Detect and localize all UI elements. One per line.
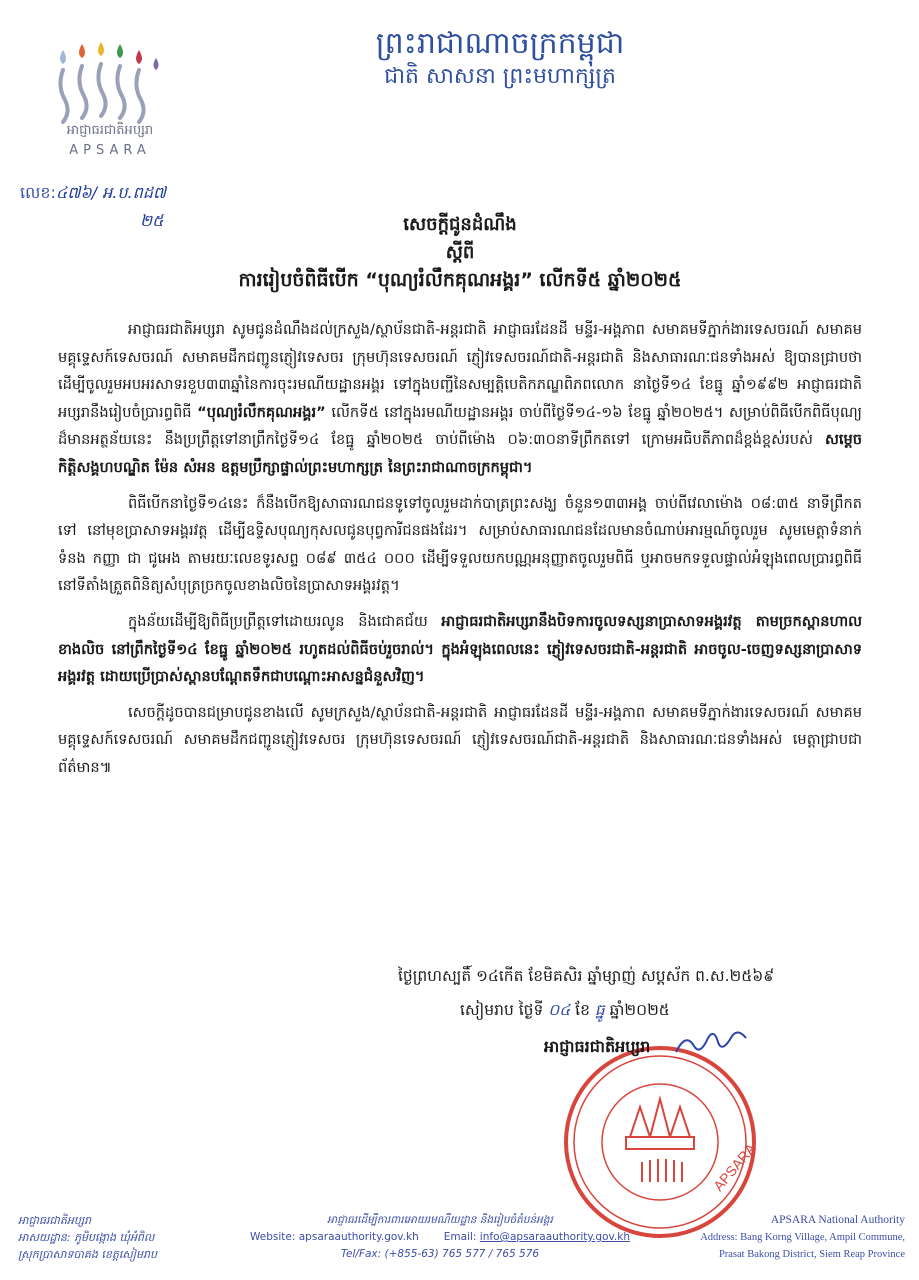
- seal-temple-icon: [626, 1099, 694, 1182]
- reference-number: [20, 182, 166, 206]
- reference-sub: ២៥: [140, 211, 164, 230]
- national-motto: ជាតិ សាសនា ព្រះមហាក្សត្រ: [384, 64, 616, 89]
- email-link[interactable]: info@apsaraauthority.gov.kh: [479, 1231, 630, 1243]
- logo-name-km: អាជ្ញាធរជាតិអប្សរា: [66, 123, 154, 138]
- date-month: ធ្នូ: [594, 1001, 605, 1019]
- reference-prefix: លេខ:: [20, 183, 56, 202]
- footer-khmer-address: អាជ្ញាធរជាតិអប្សរា អាសយដ្ឋាន: ភូមិបង្កោង ឃុំអំពិល ស្រុកប្រាសាទបាគង ខេត្តសៀមរាប: [18, 1214, 158, 1261]
- paragraph-4: សេចក្តីដូចបានជម្រាបជូនខាងលើ សូមក្រសួង/ស្ថាប័នជាតិ-អន្តរជាតិ អាជ្ញាធរដែនដី មន្ទីរ-អង្គភាព សមាគមទីភ្នាក់ងារទេសចរណ៍ សមាគមមគ្គុទ្ទេសក៍ទេសចរណ៍ សមាគមដឹកជញ្ជូនភ្ញៀវទេសចរ ក្រុមហ៊ុនទេសចរណ៍ ភ្ញៀវទេសចរណ៍ជាតិ-អន្តរជាតិ និងសាធារណៈជនទាំងអស់ មេត្តាជ្រាបជាព័ត៌មាន៕: [58, 703, 862, 776]
- solar-date: សៀមរាប ថ្ងៃទី ០៤ ខែ ធ្នូ ឆ្នាំ២០២៥: [460, 1001, 670, 1019]
- lunar-date: ថ្ងៃព្រហស្បតិ៍ ១៤កើត ខែមិគសិរ ឆ្នាំម្សាញ់ សប្តស័ក ព.ស.២៥៦៩: [398, 967, 775, 985]
- handwritten-signature: [672, 1030, 752, 1060]
- website-link[interactable]: apsaraauthority.gov.kh: [298, 1231, 419, 1243]
- footer-contact: អាជ្ញាធរដើម្បីការពារអោយរមណីយដ្ឋាន និងរៀបចំតំបន់អង្គរ Website: apsaraauthority.gov.kh Email: info@apsaraauthority.gov.kh Tel/Fax: (+855-63) 765 577 / 765 576: [250, 1212, 630, 1263]
- logo-flames: [60, 42, 159, 70]
- logo-dancers: [60, 64, 143, 122]
- date-day: ០៤: [548, 1001, 571, 1019]
- footer-mid-title: អាជ្ញាធរដើម្បីការពារអោយរមណីយដ្ឋាន និងរៀបចំតំបន់អង្គរ: [327, 1214, 553, 1226]
- footer-english-address: APSARA National Authority Address: Bang Korng Village, Ampil Commune, Prasat Bakong District, Siem Reap Province: [700, 1214, 905, 1260]
- seal-text: APSARA: [710, 1140, 759, 1194]
- document-body: [58, 316, 862, 790]
- document-subject-label: ស្តីពី: [445, 242, 475, 263]
- paragraph-2: ពិធីបើកនាថ្ងៃទី១៤នេះ ក៏នឹងបើកឱ្យសាធារណជនទូទៅចូលរួមដាក់បាត្រព្រះសង្ឃ ចំនួន១៣៣អង្គ ចាប់ពីវេលាម៉ោង ០៨:៣៥ នាទីព្រឹកតទៅ នៅមុខប្រាសាទអង្គរវត្ត ដើម្បីឧទ្ទិសបុណ្យកុសលជូនបុព្វការីជនផងដែរ។ សម្រាប់សាធារណជនដែលមានចំណាប់អារម្មណ៍ចូលរួម សូមមេត្តាទំនាក់ទំនង កញ្ញា ជា ជូអេង តាមរយៈលេខទូរសព្ទ ០៨៩ ៣៥៤ ០០០ ដើម្បីទទួលយកបណ្ណអនុញ្ញាតចូលរួមពិធី ឬអាចមកទទួលផ្ទាល់អំឡុងពេលប្រារព្ធពិធី នៅទីតាំងត្រួតពិនិត្យសំបុត្រច្រកចូលខាងលិចនៃប្រាសាទអង្គរវត្ត។: [58, 494, 862, 595]
- logo-name-en: APSARA: [69, 143, 151, 158]
- reference-value: ៤៧៦/ អ.ប.ពដ៧: [55, 183, 167, 202]
- paragraph-3: ក្នុងន័យដើម្បីឱ្យពិធីប្រព្រឹត្តទៅដោយរលូន និងជោគជ័យ អាជ្ញាធរជាតិអប្សរានឹងបិទការចូលទស្សនាប្រាសាទអង្គរវត្ត តាមច្រកស្ពានហាលខាងលិច នៅព្រឹកថ្ងៃទី១៤ ខែធ្នូ ឆ្នាំ២០២៥ រហូតដល់ពិធីចប់រួចរាល់។ ក្នុងអំឡុងពេលនេះ ភ្ញៀវទេសចរជាតិ-អន្តរជាតិ អាចចូល-ចេញទស្សនាប្រាសាទអង្គរវត្ត ដោយប្រើប្រាស់ស្ពានបណ្តែតទឹកជាបណ្តោះអាសន្នជំនួសវិញ។: [58, 612, 862, 686]
- document-title: សេចក្តីជូនដំណឹង: [403, 214, 517, 235]
- signer-name: អាជ្ញាធរជាតិអប្សរា: [544, 1037, 651, 1056]
- kingdom-heading: ព្រះរាជាណាចក្រកម្ពុជា: [375, 26, 625, 61]
- paragraph-1: អាជ្ញាធរជាតិអប្សរា សូមជូនដំណឹងដល់ក្រសួង/ស្ថាប័នជាតិ-អន្តរជាតិ អាជ្ញាធរដែនដី មន្ទីរ-អង្គភាព សមាគមទីភ្នាក់ងារទេសចរណ៍ សមាគមមគ្គុទ្ទេសក៍ទេសចរណ៍ សមាគមដឹកជញ្ជូនភ្ញៀវទេសចរ ក្រុមហ៊ុនទេសចរណ៍ ភ្ញៀវទេសចរណ៍ជាតិ-អន្តរជាតិ និងសាធារណៈជនទាំងអស់ ឱ្យបានជ្រាបថា ដើម្បីចូលរួមអបអរសាទរខួប៣៣ឆ្នាំនៃការចុះរមណីយដ្ឋានអង្គរ ទៅក្នុងបញ្ជីនៃសម្បត្តិបេតិកភណ្ឌពិភពលោក នាថ្ងៃទី១៤ ខែធ្នូ ឆ្នាំ១៩៩២ អាជ្ញាធរជាតិអប្សរានឹងរៀបចំប្រារព្ធពិធី “បុណ្យរំលឹកគុណអង្គរ” លើកទី៥ នៅក្នុងរមណីយដ្ឋានអង្គរ ចាប់ពីថ្ងៃទី១៤-១៦ ខែធ្នូ ឆ្នាំ២០២៥។ សម្រាប់ពិធីបើកពិធីបុណ្យដ៏មានអត្ថន័យនេះ នឹងប្រព្រឹត្តទៅនាព្រឹកថ្ងៃទី១៤ ខែធ្នូ ឆ្នាំ២០២៥ ចាប់ពីម៉ោង ០៦:៣០នាទីព្រឹកតទៅ ក្រោមអធិបតីភាពដ៏ខ្ពង់ខ្ពស់របស់ សម្តេចកិត្តិសង្គហបណ្ឌិត ម៉ែន សំអន ឧត្តមប្រឹក្សាផ្ទាល់ព្រះមហាក្សត្រ នៃព្រះរាជាណាចក្រកម្ពុជា។: [58, 321, 862, 476]
- footer-tel: Tel/Fax: (+855-63) 765 577 / 765 576: [340, 1248, 540, 1260]
- document-subject: ការរៀបចំពិធីបើក “បុណ្យរំលឹកគុណអង្គរ” លើកទី៥ ឆ្នាំ២០២៥: [238, 269, 682, 291]
